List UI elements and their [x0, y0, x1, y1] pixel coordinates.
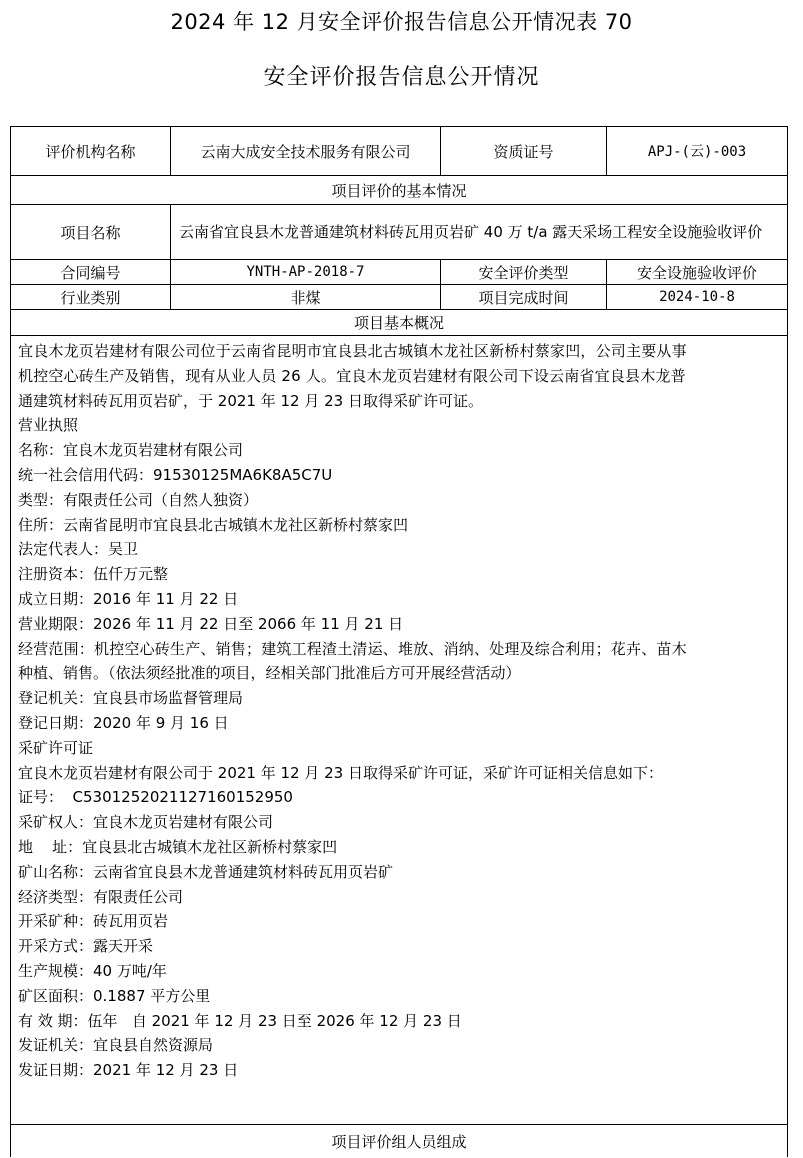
overview-line: 开采矿种：砖瓦用页岩: [18, 912, 169, 931]
report-title: 2024 年 12 月安全评价报告信息公开情况表 70: [170, 10, 633, 34]
eval-type-label: 安全评价类型: [441, 260, 607, 284]
overview-line: 登记日期：2020 年 9 月 16 日: [18, 713, 229, 732]
overview-line: 登记机关：宜良县市场监督管理局: [18, 689, 244, 708]
overview-line: 宜良木龙页岩建材有限公司于 2021 年 12 月 23 日取得采矿许可证，采矿许可证相关信息如下：: [18, 763, 663, 782]
overview-line: 成立日期：2016 年 11 月 22 日: [18, 589, 239, 608]
overview-line: 营业期限：2026 年 11 月 22 日至 2066 年 11 月 21 日: [18, 614, 404, 633]
overview-line: 发证日期：2021 年 12 月 23 日: [18, 1061, 239, 1080]
overview-text: [18, 339, 783, 1083]
overview-line: 类型：有限责任公司（自然人独资）: [18, 490, 259, 509]
agency-value: 云南大成安全技术服务有限公司: [171, 127, 441, 175]
info-table: [10, 126, 788, 1157]
overview-line: 注册资本：伍仟万元整: [18, 565, 169, 584]
overview-line: 种植、销售。（依法须经批准的项目，经相关部门批准后方可开展经营活动）: [18, 664, 521, 683]
project-name-label: 项目名称: [11, 205, 171, 259]
completion-label: 项目完成时间: [441, 285, 607, 309]
eval-type-value: 安全设施验收评价: [636, 263, 757, 282]
table-row-project-name: [11, 205, 787, 260]
project-name-value: 云南省宜良县木龙普通建筑材料砖瓦用页岩矿 40 万 t/a 露天采场工程安全设施验收评价: [179, 223, 763, 241]
table-row-overview-content: [11, 336, 787, 1125]
overview-line: 法定代表人：吴卫: [18, 540, 139, 559]
table-row-overview-header: [11, 310, 787, 336]
overview-line: 发证机关：宜良县自然资源局: [18, 1036, 214, 1055]
overview-line: 证号： C5301252021127160152950: [18, 788, 293, 807]
overview-line: 开采方式：露天开采: [18, 937, 154, 956]
report-subtitle: 安全评价报告信息公开情况: [263, 65, 540, 90]
overview-line: 营业执照: [18, 416, 79, 435]
basic-section-heading: 项目评价的基本情况: [331, 181, 467, 200]
overview-line: 矿山名称：云南省宜良县木龙普通建筑材料砖瓦用页岩矿: [18, 862, 394, 881]
overview-section-heading: 项目基本概况: [353, 314, 444, 332]
overview-line: 生产规模：40 万吨/年: [18, 961, 167, 980]
contract-value: YNTH-AP-2018-7: [171, 260, 441, 284]
overview-line: 有 效 期：伍年 自 2021 年 12 月 23 日至 2026 年 12 月 23 日: [18, 1011, 462, 1030]
table-row-agency: [11, 127, 787, 176]
overview-line: 地 址：宜良县北古城镇木龙社区新桥村蔡家凹: [18, 837, 338, 856]
overview-line: 通建筑材料砖瓦用页岩矿，于 2021 年 12 月 23 日取得采矿许可证。: [18, 391, 483, 410]
table-row-contract: [11, 260, 787, 285]
overview-line: 名称：宜良木龙页岩建材有限公司: [18, 441, 244, 460]
overview-line: 经营范围：机控空心砖生产、销售；建筑工程渣土清运、堆放、消纳、处理及综合利用；花卉、苗木: [18, 639, 687, 658]
overview-line: 宜良木龙页岩建材有限公司位于云南省昆明市宜良县北古城镇木龙社区新桥村蔡家凹，公司主要从事: [18, 342, 687, 360]
contract-label: 合同编号: [11, 260, 171, 284]
overview-line: 机控空心砖生产及销售，现有从业人员 26 人。宜良木龙页岩建材有限公司下设云南省宜良县木龙普: [18, 366, 686, 385]
overview-line: 采矿许可证: [18, 738, 94, 757]
team-section-heading: 项目评价组人员组成: [331, 1133, 467, 1151]
industry-label: 行业类别: [11, 285, 171, 309]
agency-label: 评价机构名称: [11, 127, 171, 175]
overview-line: 经济类型：有限责任公司: [18, 887, 184, 906]
cert-label: 资质证号: [441, 127, 607, 175]
overview-line: 矿区面积：0.1887 平方公里: [18, 986, 211, 1005]
table-row-team-header: [11, 1125, 787, 1158]
industry-value: 非煤: [171, 285, 441, 309]
table-row-basic-header: [11, 176, 787, 205]
table-row-industry: [11, 285, 787, 310]
completion-value: 2024-10-8: [659, 289, 735, 305]
cert-value: APJ-(云)-003: [647, 144, 747, 160]
overview-line: 统一社会信用代码：91530125MA6K8A5C7U: [18, 465, 333, 484]
overview-line: 采矿权人：宜良木龙页岩建材有限公司: [18, 813, 274, 832]
overview-line: 住所：云南省昆明市宜良县北古城镇木龙社区新桥村蔡家凹: [18, 515, 409, 534]
